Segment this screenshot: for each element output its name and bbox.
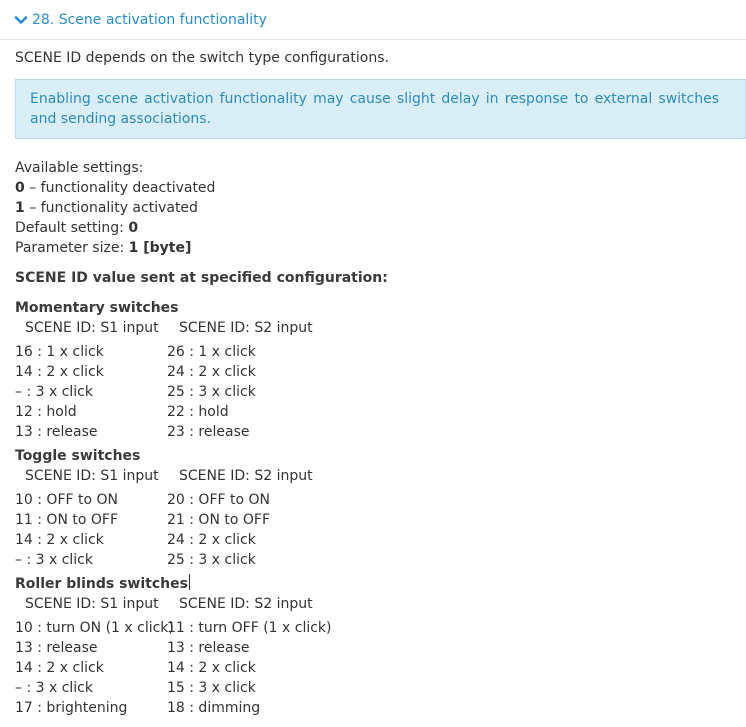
roller-row-1-s1: 10 : turn ON (1 x click) <box>15 620 174 636</box>
available-settings-label: Available settings: <box>15 160 144 176</box>
parameter-size <box>15 238 191 258</box>
scene-id-heading: SCENE ID value sent at specified configuration: <box>15 270 388 286</box>
parameter-size-value: 1 [byte] <box>128 240 192 256</box>
roller-blinds-title-line <box>15 574 190 594</box>
momentary-s1-header: SCENE ID: S1 input <box>25 320 159 336</box>
roller-blinds-title: Roller blinds switches <box>15 576 188 592</box>
roller-row-1-s2: 11 : turn OFF (1 x click) <box>167 620 332 636</box>
default-setting-value: 0 <box>128 220 139 236</box>
momentary-row-2-s1: 14 : 2 x click <box>15 364 104 380</box>
option-1-text: – functionality activated <box>24 200 198 216</box>
toggle-row-2-s2: 21 : ON to OFF <box>167 512 271 528</box>
toggle-row-3-s2: 24 : 2 x click <box>167 532 256 548</box>
default-setting-label: Default setting: <box>15 220 129 236</box>
momentary-row-2-s2: 24 : 2 x click <box>167 364 256 380</box>
toggle-row-4-s1: – : 3 x click <box>15 552 93 568</box>
toggle-row-1-s2: 20 : OFF to ON <box>167 492 271 508</box>
default-setting <box>15 218 138 238</box>
toggle-row-1-s1: 10 : OFF to ON <box>15 492 119 508</box>
option-0-value: 0 <box>15 180 25 196</box>
option-1 <box>15 198 198 218</box>
toggle-s1-header: SCENE ID: S1 input <box>25 468 159 484</box>
momentary-row-5-s2: 23 : release <box>167 424 250 440</box>
momentary-row-5-s1: 13 : release <box>15 424 98 440</box>
option-1-value: 1 <box>15 200 25 216</box>
momentary-row-1-s1: 16 : 1 x click <box>15 344 104 360</box>
roller-row-5-s1: 17 : brightening <box>15 700 128 716</box>
momentary-row-3-s1: – : 3 x click <box>15 384 93 400</box>
toggle-row-3-s1: 14 : 2 x click <box>15 532 104 548</box>
momentary-row-4-s2: 22 : hold <box>167 404 229 420</box>
roller-s1-header: SCENE ID: S1 input <box>25 596 159 612</box>
toggle-row-2-s1: 11 : ON to OFF <box>15 512 119 528</box>
momentary-row-3-s2: 25 : 3 x click <box>167 384 256 400</box>
momentary-s2-header: SCENE ID: S2 input <box>179 320 313 336</box>
roller-s2-header: SCENE ID: S2 input <box>179 596 313 612</box>
option-0-text: – functionality deactivated <box>24 180 216 196</box>
parameter-size-label: Parameter size: <box>15 240 129 256</box>
accordion-header[interactable] <box>0 0 746 40</box>
momentary-row-1-s2: 26 : 1 x click <box>167 344 256 360</box>
option-0 <box>15 178 215 198</box>
roller-row-2-s1: 13 : release <box>15 640 98 656</box>
intro-text: SCENE ID depends on the switch type configurations. <box>15 50 389 66</box>
roller-row-2-s2: 13 : release <box>167 640 250 656</box>
momentary-switches-title: Momentary switches <box>15 300 179 316</box>
roller-row-3-s1: 14 : 2 x click <box>15 660 104 676</box>
accordion-title[interactable]: 28. Scene activation functionality <box>32 11 267 28</box>
toggle-s2-header: SCENE ID: S2 input <box>179 468 313 484</box>
toggle-row-4-s2: 25 : 3 x click <box>167 552 256 568</box>
roller-row-4-s1: – : 3 x click <box>15 680 93 696</box>
chevron-down-icon <box>14 13 28 27</box>
text-cursor <box>189 574 190 590</box>
roller-row-4-s2: 15 : 3 x click <box>167 680 256 696</box>
momentary-row-4-s1: 12 : hold <box>15 404 77 420</box>
info-alert: Enabling scene activation functionality may cause slight delay in response to external switches and sending associations. <box>15 79 746 139</box>
toggle-switches-title: Toggle switches <box>15 448 141 464</box>
roller-row-3-s2: 14 : 2 x click <box>167 660 256 676</box>
roller-row-5-s2: 18 : dimming <box>167 700 261 716</box>
